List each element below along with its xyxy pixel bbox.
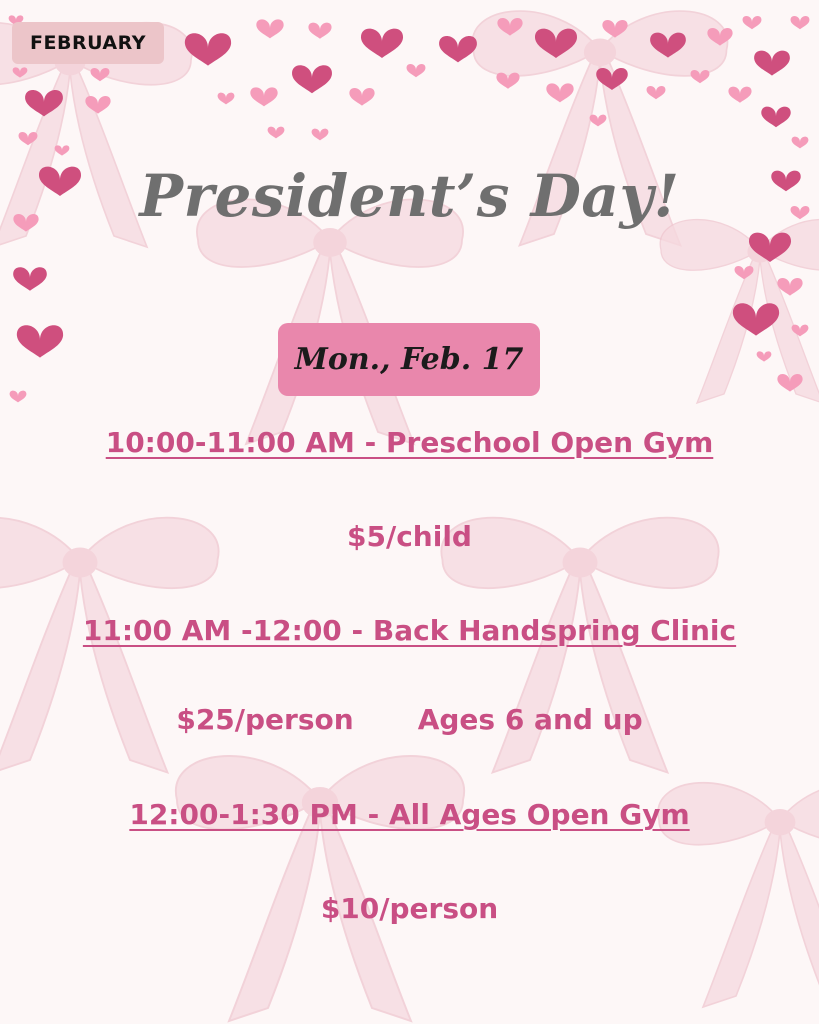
heart-icon	[312, 129, 329, 141]
heart-icon	[439, 36, 477, 62]
heart-icon	[743, 16, 762, 29]
session-1-title: 10:00-11:00 AM - Preschool Open Gym	[105, 426, 714, 459]
session-2-title: 11:00 AM -12:00 - Back Handspring Clinic	[82, 614, 737, 647]
heart-icon	[185, 33, 231, 65]
heart-icon	[407, 64, 426, 77]
heart-icon	[19, 132, 38, 145]
heart-icon	[650, 33, 686, 58]
heart-icon	[268, 127, 285, 139]
heart-icon	[647, 86, 666, 99]
heart-icon	[792, 137, 809, 149]
page-title: President’s Day!	[139, 162, 680, 230]
heart-icon	[85, 96, 110, 114]
event-date-pill: Mon., Feb. 17	[278, 323, 540, 396]
heart-icon	[792, 325, 809, 337]
session-2-price: $25/person	[176, 703, 354, 736]
heart-icon	[218, 93, 235, 105]
heart-icon	[13, 267, 47, 290]
session-3-title: 12:00-1:30 PM - All Ages Open Gym	[129, 798, 690, 831]
heart-icon	[749, 233, 791, 262]
session-2-details	[0, 703, 819, 736]
heart-icon	[757, 351, 772, 361]
heart-icon	[691, 70, 710, 83]
heart-icon	[496, 73, 519, 89]
heart-icon	[707, 28, 732, 46]
heart-icon	[735, 266, 754, 279]
heart-icon	[761, 107, 790, 128]
session-1-price: $5/child	[347, 520, 472, 553]
heart-icon	[791, 16, 810, 29]
heart-icon	[13, 67, 28, 77]
heart-icon	[25, 90, 63, 116]
heart-icon	[497, 18, 522, 36]
heart-icon	[292, 65, 332, 93]
session-2-age-note: Ages 6 and up	[417, 703, 643, 736]
heart-icon	[349, 88, 374, 106]
heart-icon	[250, 87, 277, 106]
heart-icon	[777, 278, 802, 296]
heart-icon	[728, 87, 751, 103]
heart-icon	[10, 391, 27, 403]
heart-icon	[596, 68, 628, 90]
heart-icon	[17, 325, 63, 357]
heart-icon	[308, 23, 331, 39]
heart-icon	[777, 374, 802, 392]
heart-icon	[535, 29, 577, 58]
heart-icon	[55, 145, 70, 155]
heart-icon	[754, 51, 790, 76]
session-3-price: $10/person	[320, 892, 499, 925]
heart-icon	[546, 83, 573, 102]
heart-icon	[733, 303, 779, 335]
heart-icon	[256, 19, 283, 38]
heart-icon	[602, 20, 627, 38]
heart-icon	[91, 68, 110, 81]
month-badge: FEBRUARY	[12, 22, 164, 64]
heart-icon	[590, 115, 607, 127]
heart-icon	[361, 29, 403, 58]
